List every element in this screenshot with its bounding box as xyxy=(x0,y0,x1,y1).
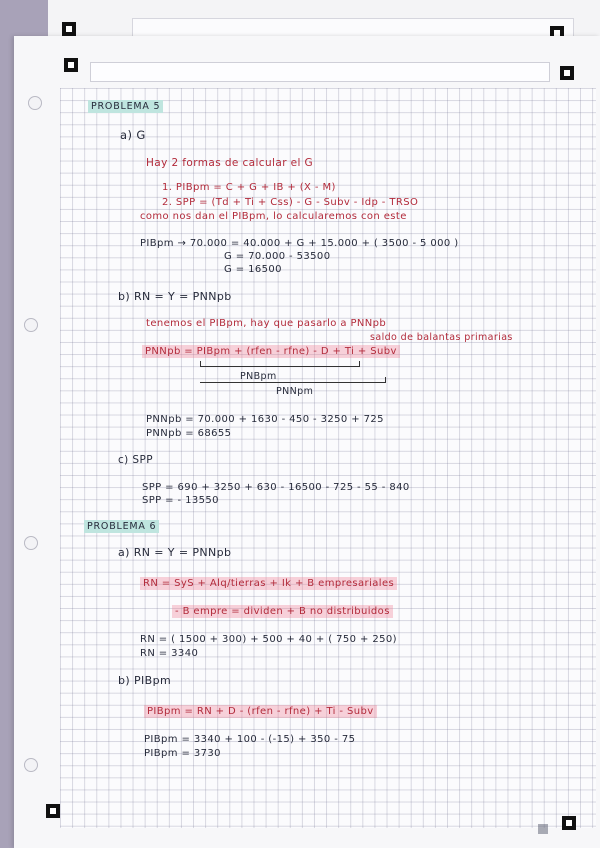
problem5-tag xyxy=(88,100,163,112)
problem5-b-text1: tenemos el PIBpm, hay que pasarlo a PNNpb xyxy=(146,318,387,329)
brace-tick xyxy=(385,377,386,383)
corner-marker-bottom-right xyxy=(562,816,576,830)
problem6-tag xyxy=(84,520,159,532)
problem5-intro: Hay 2 formas de calcular el G xyxy=(146,157,314,169)
header-bar xyxy=(90,62,550,82)
brace-pnbpm xyxy=(200,366,360,367)
problem5-c-label: c) SPP xyxy=(118,454,153,466)
back-sheet xyxy=(48,0,600,40)
corner-marker-bottom-left xyxy=(46,804,60,818)
problem5-b-calc2: PNNpb = 68655 xyxy=(146,428,232,439)
problem5-calc-line3: G = 16500 xyxy=(224,264,282,275)
problem6-a-formula2 xyxy=(172,606,393,617)
problem6-b-calc1: PIBpm = 3340 + 100 - (-15) + 350 - 75 xyxy=(144,734,356,745)
corner-marker-back-left xyxy=(62,22,76,36)
brace-tick xyxy=(359,361,360,367)
problem6-b-formula-text: PIBpm = RN + D - (rfen - rfne) + Ti - Subv xyxy=(144,705,377,718)
brace-pnbpm-label: PNBpm xyxy=(240,371,277,382)
problem5-method1: 1. PIBpm = C + G + IB + (X - M) xyxy=(162,182,336,193)
problem6-b-label: b) PIBpm xyxy=(118,674,172,687)
problem5-c-calc1: SPP = 690 + 3250 + 630 - 16500 - 725 - 55 - 840 xyxy=(142,482,410,493)
binder-hole xyxy=(28,96,42,110)
binder-hole xyxy=(24,318,38,332)
binder-hole xyxy=(24,536,38,550)
binder-hole xyxy=(24,758,38,772)
problem5-method2: 2. SPP = (Td + Ti + Css) - G - Subv - Idp - TRSO xyxy=(162,197,419,208)
problem5-b-label: b) RN = Y = PNNpb xyxy=(118,290,232,303)
problem6-a-formula2-text: - B empre = dividen + B no distribuidos xyxy=(172,605,393,618)
problem6-a-formula1-text: RN = SyS + Alq/tierras + Ik + B empresariales xyxy=(140,577,397,590)
corner-marker-top-left xyxy=(64,58,78,72)
scratch-mark xyxy=(538,824,548,834)
problem5-a-label: a) G xyxy=(120,128,146,142)
problem5-b-formula-text: PNNpb = PIBpm + (rfen - rfne) - D + Ti + Subv xyxy=(142,345,400,358)
problem5-tag-text: PROBLEMA 5 xyxy=(88,100,163,113)
problem5-calc-line2: G = 70.000 - 53500 xyxy=(224,251,331,262)
problem5-calc-line1: PIBpm → 70.000 = 40.000 + G + 15.000 + ( 3500 - 5 000 ) xyxy=(140,238,459,249)
problem5-b-formula xyxy=(142,346,400,357)
problem6-tag-text: PROBLEMA 6 xyxy=(84,520,159,533)
problem6-a-calc2: RN = 3340 xyxy=(140,648,199,659)
problem5-c-calc2: SPP = - 13550 xyxy=(142,495,219,506)
back-sheet-header-bar xyxy=(132,18,574,38)
problem5-b-annotation: saldo de balantas primarias xyxy=(370,332,513,343)
problem5-note: como nos dan el PIBpm, lo calcularemos con este xyxy=(140,211,407,222)
brace-tick xyxy=(200,361,201,367)
problem6-b-formula xyxy=(144,706,377,717)
problem5-b-calc1: PNNpb = 70.000 + 1630 - 450 - 3250 + 725 xyxy=(146,414,384,425)
problem6-b-calc2: PIBpm = 3730 xyxy=(144,748,221,759)
brace-pnnpm-label: PNNpm xyxy=(276,386,314,397)
corner-marker-top-right xyxy=(560,66,574,80)
problem6-a-formula1 xyxy=(140,578,397,589)
problem6-a-calc1: RN = ( 1500 + 300) + 500 + 40 + ( 750 + 250) xyxy=(140,634,397,645)
problem6-a-label: a) RN = Y = PNNpb xyxy=(118,546,232,559)
brace-pnnpm xyxy=(200,382,386,383)
